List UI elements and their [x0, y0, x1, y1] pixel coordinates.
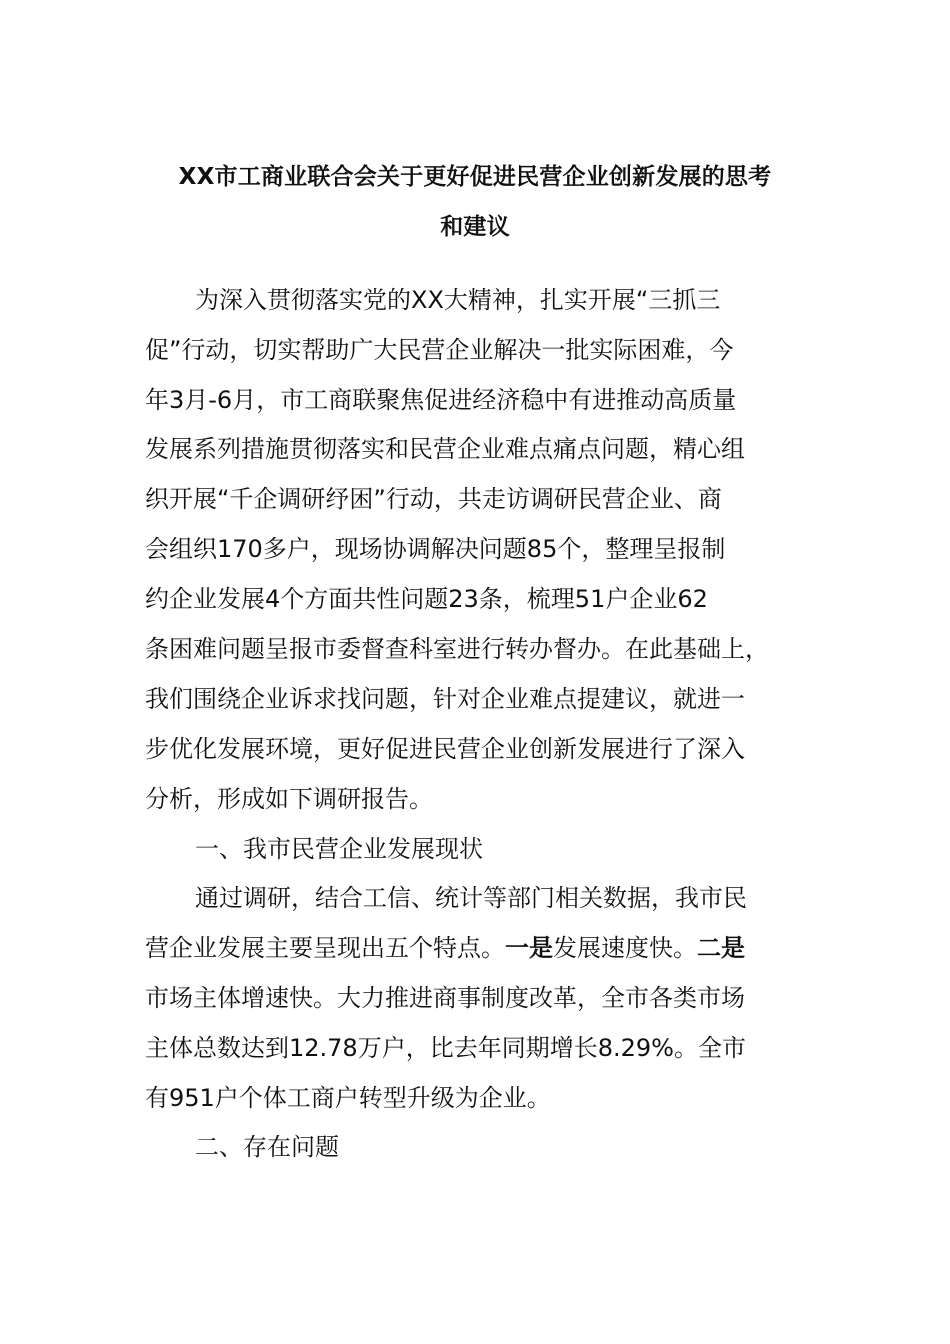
paragraph-1-line-9: 我们围绕企业诉求找问题，针对企业难点提建议，就进一 — [145, 685, 745, 713]
paragraph-1-line-6: 会组织170多户，现场协调解决问题85个，整理呈报制 — [145, 535, 726, 563]
paragraph-2-line-2-text: 营企业发展主要呈现出五个特点。 — [145, 934, 505, 962]
section-heading-1: 一、我市民营企业发展现状 — [195, 835, 483, 863]
paragraph-2-line-5: 有951户个体工商户转型升级为企业。 — [145, 1084, 551, 1112]
paragraph-2-line-3: 市场主体增速快。大力推进商事制度改革，全市各类市场 — [145, 984, 745, 1012]
section-heading-2: 二、存在问题 — [195, 1133, 339, 1161]
paragraph-1-line-2: 促”行动，切实帮助广大民营企业解决一批实际困难，今 — [145, 336, 734, 364]
paragraph-1-line-5: 织开展“千企调研纾困”行动，共走访调研民营企业、商 — [145, 485, 722, 513]
emphasis-second: 二是 — [697, 934, 745, 962]
paragraph-2-line-2 — [145, 933, 815, 963]
paragraph-1-line-7: 约企业发展4个方面共性问题23条，梳理51户企业62 — [145, 585, 708, 613]
paragraph-1-line-1: 为深入贯彻落实党的XX大精神，扎实开展“三抓三 — [195, 286, 721, 314]
paragraph-1-line-10: 步优化发展环境，更好促进民营企业创新发展进行了深入 — [145, 735, 745, 763]
paragraph-2-line-4: 主体总数达到12.78万户，比去年同期增长8.29%。全市 — [145, 1034, 746, 1062]
paragraph-2-line-2-mid: 发展速度快。 — [553, 934, 697, 962]
paragraph-1-line-11: 分析，形成如下调研报告。 — [145, 785, 433, 813]
paragraph-1-line-3: 年3月-6月，市工商联聚焦促进经济稳中有进推动高质量 — [145, 386, 737, 414]
document-title — [140, 152, 810, 252]
title-line-2: 和建议 — [440, 214, 510, 240]
paragraph-1-line-4: 发展系列措施贯彻落实和民营企业难点痛点问题，精心组 — [145, 435, 745, 463]
emphasis-first: 一是 — [505, 934, 553, 962]
paragraph-2-line-1: 通过调研，结合工信、统计等部门相关数据，我市民 — [195, 884, 747, 912]
title-line-1: XX市工商业联合会关于更好促进民营企业创新发展的思考 — [178, 164, 772, 190]
paragraph-1-line-8: 条困难问题呈报市委督查科室进行转办督办。在此基础上， — [145, 635, 769, 663]
